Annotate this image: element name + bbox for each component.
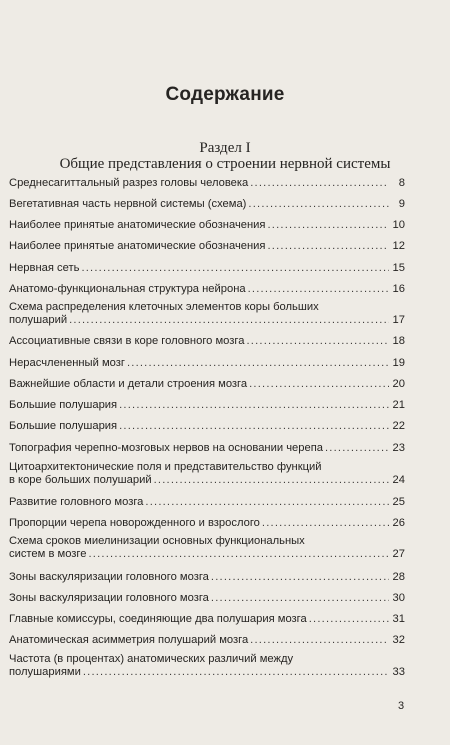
toc-entry[interactable]	[9, 399, 405, 412]
toc-entry[interactable]	[9, 240, 405, 253]
leader-dots	[119, 420, 389, 433]
toc-entry-title: Топография черепно-мозговых нервов на основании черепа	[9, 442, 323, 454]
leader-dots	[154, 474, 389, 487]
toc-entry-title-line: Схема распределения клеточных элементов коры больших	[9, 301, 319, 313]
toc-entry-title: Анатомо-функциональная структура нейрона	[9, 283, 246, 295]
toc-entry-title: Большие полушария	[9, 399, 118, 411]
toc-entry[interactable]	[9, 496, 405, 509]
toc-entry-page: 33	[392, 666, 405, 678]
toc-entry-page: 9	[398, 198, 405, 210]
toc-entry[interactable]	[9, 177, 405, 190]
toc-entry-page: 8	[398, 177, 405, 189]
toc-entry-page: 15	[392, 262, 405, 274]
leader-dots	[248, 198, 389, 211]
toc-entry-title: Развитие головного мозга	[9, 496, 144, 508]
toc-entry-page: 30	[392, 592, 405, 604]
leader-dots	[119, 399, 389, 412]
toc-entry-title: Зоны васкуляризации головного мозга	[9, 571, 209, 583]
toc-entry[interactable]	[9, 592, 405, 605]
toc-entry-page: 22	[392, 420, 405, 432]
toc-entry[interactable]	[9, 517, 405, 530]
toc-entry-title: Среднесагиттальный разрез головы человека	[9, 177, 249, 189]
toc-entry-title: Нервная сеть	[9, 262, 80, 274]
toc-entry[interactable]	[9, 219, 405, 232]
toc-entry-page: 32	[392, 634, 405, 646]
leader-dots	[211, 571, 389, 584]
leader-dots	[267, 240, 389, 253]
toc-entry[interactable]	[9, 634, 405, 647]
leader-dots	[249, 378, 389, 391]
toc-entry[interactable]	[9, 420, 405, 433]
toc-entry-page: 20	[392, 378, 405, 390]
toc-entry-title: Анатомическая асимметрия полушарий мозга	[9, 634, 249, 646]
leader-dots	[325, 442, 389, 455]
leader-dots	[145, 496, 389, 509]
leader-dots	[250, 177, 389, 190]
toc-entry-title: систем в мозге	[9, 548, 87, 560]
toc-entry[interactable]	[9, 283, 405, 296]
toc-entry-title: Пропорции черепа новорожденного и взрослого	[9, 517, 260, 529]
toc-entry-page: 19	[392, 357, 405, 369]
leader-dots	[262, 517, 389, 530]
toc-entry-title: Большие полушария	[9, 420, 118, 432]
section-title: Общие представления о строении нервной системы	[59, 156, 391, 172]
toc-entry-page: 23	[392, 442, 405, 454]
toc-entry-page: 12	[392, 240, 405, 252]
toc-entry-page: 27	[392, 548, 405, 560]
toc-entry-title: полушарий	[9, 314, 68, 326]
toc-entry[interactable]	[9, 301, 405, 327]
section-number: Раздел I	[199, 140, 251, 156]
toc-entry-title-line: Цитоархитектонические поля и представительство функций	[9, 461, 322, 473]
toc-entry-title-line: Схема сроков миелинизации основных функциональных	[9, 535, 305, 547]
toc-entry-page: 21	[392, 399, 405, 411]
page-title: Содержание	[165, 84, 285, 105]
leader-dots	[88, 548, 389, 561]
toc-entry[interactable]	[9, 335, 405, 348]
toc-entry-page: 16	[392, 283, 405, 295]
toc-entry-page: 25	[392, 496, 405, 508]
toc-entry[interactable]	[9, 262, 405, 275]
toc-entry-title: в коре больших полушарий	[9, 474, 152, 486]
page-number: 3	[398, 700, 405, 712]
toc-entry-page: 31	[392, 613, 405, 625]
toc-entry-title: Вегетативная часть нервной системы (схема)	[9, 198, 247, 210]
toc-entry-page: 10	[392, 219, 405, 231]
leader-dots	[246, 335, 389, 348]
leader-dots	[250, 634, 389, 647]
toc-entry[interactable]	[9, 357, 405, 370]
leader-dots	[309, 613, 389, 626]
toc-entry-page: 17	[392, 314, 405, 326]
toc-entry[interactable]	[9, 378, 405, 391]
toc-entry-title: Важнейшие области и детали строения мозга	[9, 378, 248, 390]
toc-entry-title: Ассоциативные связи в коре головного мозга	[9, 335, 245, 347]
leader-dots	[211, 592, 389, 605]
toc-entry-page: 26	[392, 517, 405, 529]
leader-dots	[267, 219, 389, 232]
toc-entry[interactable]	[9, 442, 405, 455]
leader-dots	[81, 262, 389, 275]
leader-dots	[83, 666, 389, 679]
toc-entry-page: 18	[392, 335, 405, 347]
leader-dots	[248, 283, 389, 296]
toc-entry[interactable]	[9, 613, 405, 626]
toc-entry-title: Главные комиссуры, соединяющие два полушария мозга	[9, 613, 307, 625]
leader-dots	[127, 357, 389, 370]
toc-entry-title-line: Частота (в процентах) анатомических различий между	[9, 653, 294, 665]
leader-dots	[69, 314, 389, 327]
toc-entry-title: Нерасчлененный мозг	[9, 357, 125, 369]
toc-entry[interactable]	[9, 535, 405, 561]
toc-entry-page: 24	[392, 474, 405, 486]
toc-entry-title: Наиболее принятые анатомические обозначения	[9, 240, 266, 252]
toc-entry-page: 28	[392, 571, 405, 583]
toc-entry-title: Зоны васкуляризации головного мозга	[9, 592, 209, 604]
toc-entry[interactable]	[9, 571, 405, 584]
toc-entry[interactable]	[9, 653, 405, 679]
toc-entry[interactable]	[9, 198, 405, 211]
toc-entry-title: полушариями	[9, 666, 81, 678]
toc-entry-title: Наиболее принятые анатомические обозначения	[9, 219, 266, 231]
toc-entry[interactable]	[9, 461, 405, 487]
